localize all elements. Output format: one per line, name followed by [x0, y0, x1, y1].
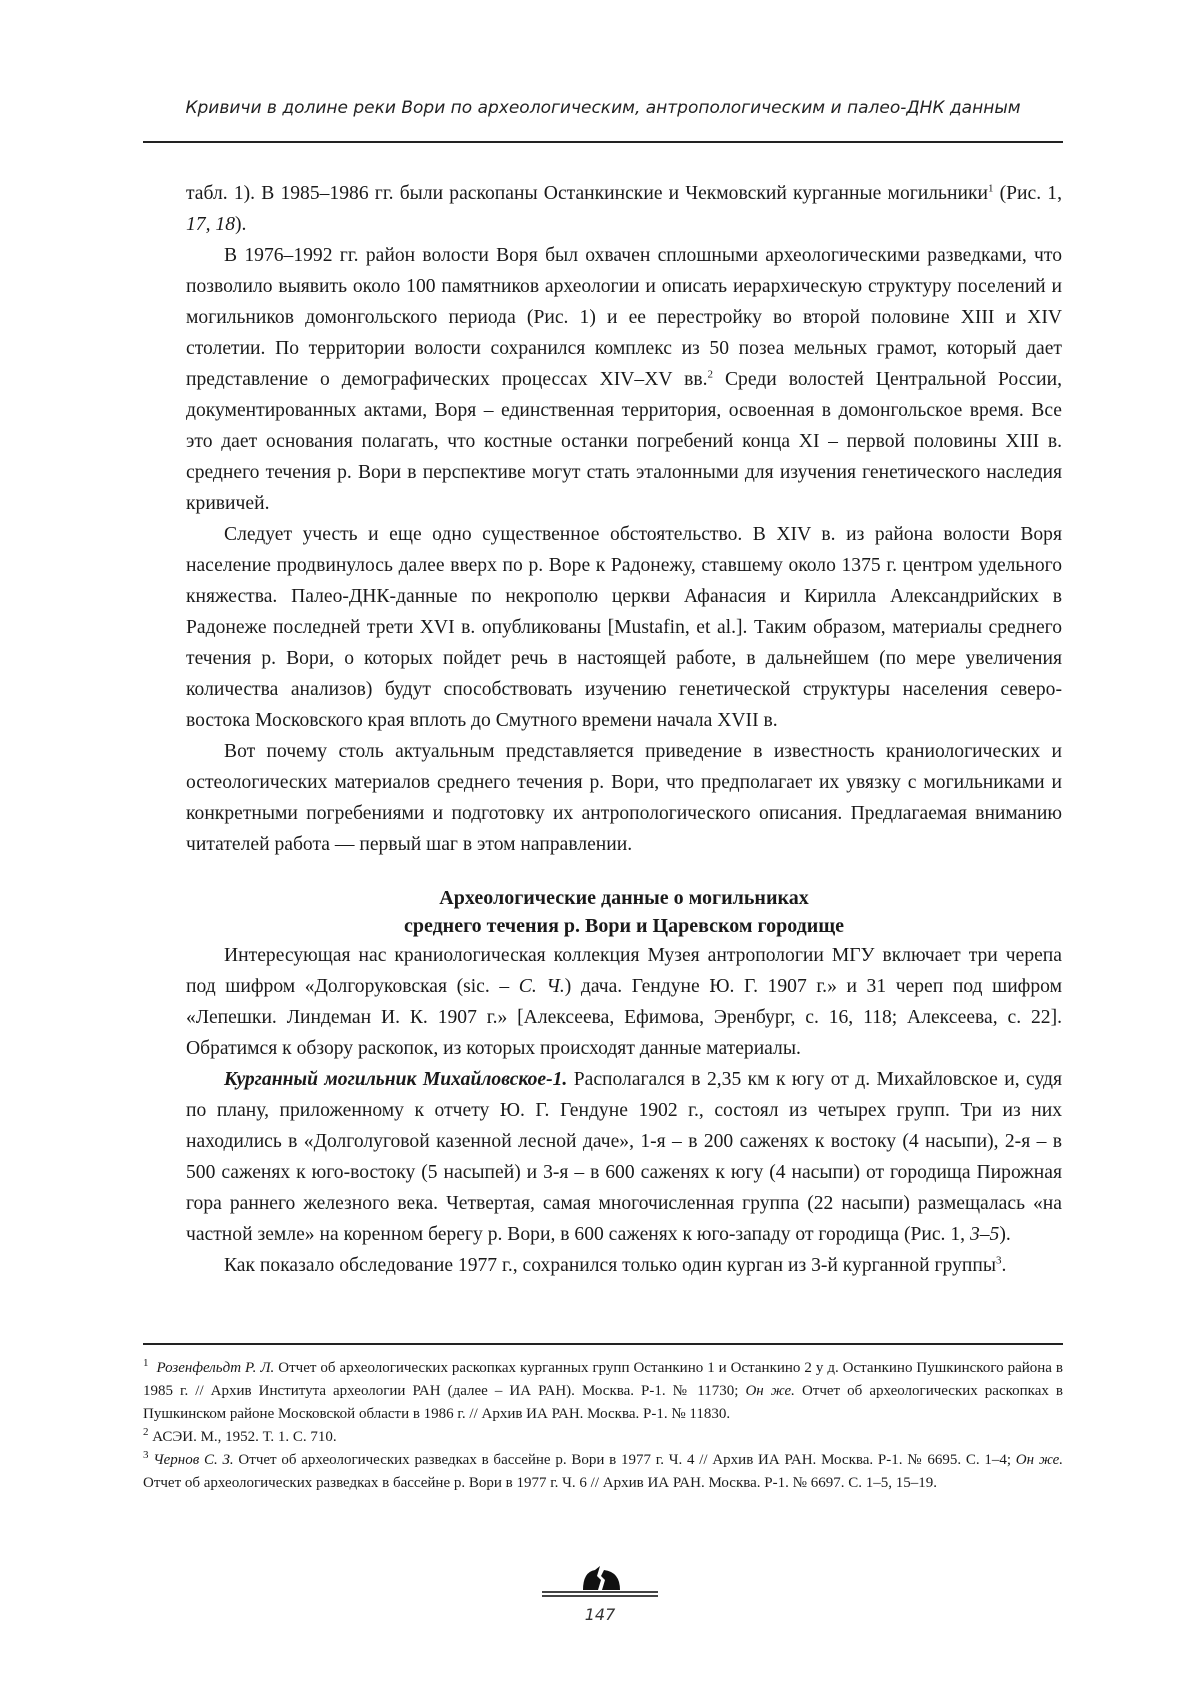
footnote [143, 1426, 1063, 1449]
footnote-number: 2 [143, 1426, 149, 1438]
footnote-ref[interactable]: 1 [988, 182, 994, 194]
footnote-number: 1 [143, 1357, 149, 1369]
figure-ref: 17, 18 [186, 214, 235, 235]
text: Отчет об археологических разведках в бассейне р. Вори в 1977 г. Ч. 6 // Архив ИА РАН. Москва. Р-1. № 6697. С. 1–5, 15–19. [143, 1475, 937, 1491]
heading-line: Археологические данные о могильниках [439, 887, 808, 909]
paragraph [186, 940, 1062, 1064]
text: Отчет об археологических раскопках курганных групп Останкино 1 и Останкино 2 у д. Останкино Пушкинского района в 1985 г. // Архив Института археологии РАН (далее – ИА РАН). Москва. Р-1. № 11730; [143, 1360, 1063, 1399]
text: Как показало обследование 1977 г., сохранился только один курган из 3-й курганной группы [224, 1255, 996, 1276]
document-page [0, 0, 1200, 1697]
footnote-number: 3 [143, 1449, 149, 1461]
paragraph [186, 178, 1062, 240]
text: АСЭИ. М., 1952. Т. 1. С. 710. [149, 1429, 337, 1445]
footnotes [143, 1357, 1063, 1495]
paragraph [186, 1064, 1062, 1250]
section-heading [186, 884, 1062, 940]
text: ). [999, 1224, 1010, 1245]
text: Отчет об археологических раскопках в Пушкинском районе Московской области в 1986 г. // Архив ИА РАН. Москва. Р-1. № 11830. [143, 1383, 1063, 1422]
paragraph [186, 1250, 1062, 1281]
text: Располагался в 2,35 км к югу от д. Михайловское и, судя по плану, приложенному к отчету Ю. Г. Гендуне 1902 г., состоял из четырех групп. Три из них находились в «Долголуговой казенной лесной даче», 1-я – в 200 саженях к востоку (4 насыпи), 2-я – в 500 саженях к юго-востоку (5 насыпей) и 3-я – в 600 саженях к югу (4 насыпи) от городища Пирожная гора раннего железного века. Четвертая, самая многочисленная группа (22 насыпи) размещалась «на частной земле» на коренном берегу р. Вори, в 600 саженях к юго-западу от городища (Рис. 1, [186, 1069, 1062, 1245]
heading-line: среднего течения р. Вори и Царевском городище [404, 915, 844, 937]
text: табл. 1). В 1985–1986 гг. были раскопаны Останкинские и Чекмовский курганные могильники [186, 183, 988, 204]
paragraph: Вот почему столь актуальным представляется приведение в известность краниологических и остеологических материалов среднего течения р. Вори, что предполагает их увязку с могильниками и конкретными погребениями и подготовку их антропологического описания. Предлагаемая вниманию читателей работа — первый шаг в этом направлении. [186, 736, 1062, 860]
body-text [186, 178, 1062, 1281]
author: Чернов С. З. [153, 1452, 233, 1468]
text: ). [235, 214, 246, 235]
text: В 1976–1992 гг. район волости Воря был охвачен сплошными археологическими разведками, что позволило выявить около 100 памятников археологии и описать иерархическую структуру поселений и могильников домонгольского периода (Рис. 1) и ее перестройку во второй половине XIII и XIV столетии. По территории волости сохранился комплекс из 50 позеа мельных грамот, который дает представление о демографических процессах XIV–XV вв. [186, 245, 1062, 390]
author: Он же. [745, 1383, 794, 1399]
text: . [1002, 1255, 1007, 1276]
footnote [143, 1357, 1063, 1426]
publisher-logo-icon [540, 1564, 660, 1600]
text: Среди волостей Центральной России, документированных актами, Воря – единственная территория, освоенная в домонгольское время. Все это дает основания полагать, что костные останки погребений конца XI – первой половины XIII в. среднего течения р. Вори в перспективе могут стать эталонными для изучения генетического наследия кривичей. [186, 369, 1062, 514]
text: ) дача. Гендуне Ю. Г. 1907 г.» и 31 череп под шифром «Лепешки. Линдеман И. К. 1907 г.» [Алексеева, Ефимова, Эренбург, с. 16, 118; Алексеева, с. 22]. Обратимся к обзору раскопок, из которых происходят данные материалы. [186, 976, 1062, 1059]
text: Отчет об археологических разведках в бассейне р. Вори в 1977 г. Ч. 4 // Архив ИА РАН. Москва. Р-1. № 6695. С. 1–4; [234, 1452, 1016, 1468]
page-number: 147 [540, 1605, 660, 1624]
figure-ref: 3–5 [970, 1224, 999, 1245]
paragraph [186, 240, 1062, 519]
running-title: Кривичи в долине реки Вори по археологическим, антропологическим и палео-ДНК данным [143, 98, 1063, 118]
footnote [143, 1449, 1063, 1495]
header-rule [143, 141, 1063, 143]
footnote-ref[interactable]: 2 [708, 368, 714, 380]
paragraph: Следует учесть и еще одно существенное обстоятельство. В XIV в. из района волости Воря население продвинулось далее вверх по р. Воре к Радонежу, ставшему около 1375 г. центром удельного княжества. Палео-ДНК-данные по некрополю церкви Афанасия и Кирилла Александрийских в Радонеже последней трети XVI в. опубликованы [Mustafin, et al.]. Таким образом, материалы среднего течения р. Вори, о которых пойдет речь в настоящей работе, в дальнейшем (по мере увеличения количества анализов) будут способствовать изучению генетической структуры населения северо-востока Московского края вплоть до Смутного времени начала XVII в. [186, 519, 1062, 736]
footnote-ref[interactable]: 3 [996, 1254, 1002, 1266]
author: Он же. [1016, 1452, 1063, 1468]
subsection-title: Курганный могильник Михайловское-1. [224, 1069, 567, 1090]
footnote-rule [143, 1343, 1063, 1345]
text: Интересующая нас краниологическая коллекция Музея антропологии МГУ включает три черепа под шифром «Долгоруковская (sic. – [186, 945, 1062, 997]
author: Розенфельдт Р. Л. [156, 1360, 274, 1376]
text: (Рис. 1, [993, 183, 1062, 204]
text-italic: С. Ч. [519, 976, 565, 997]
